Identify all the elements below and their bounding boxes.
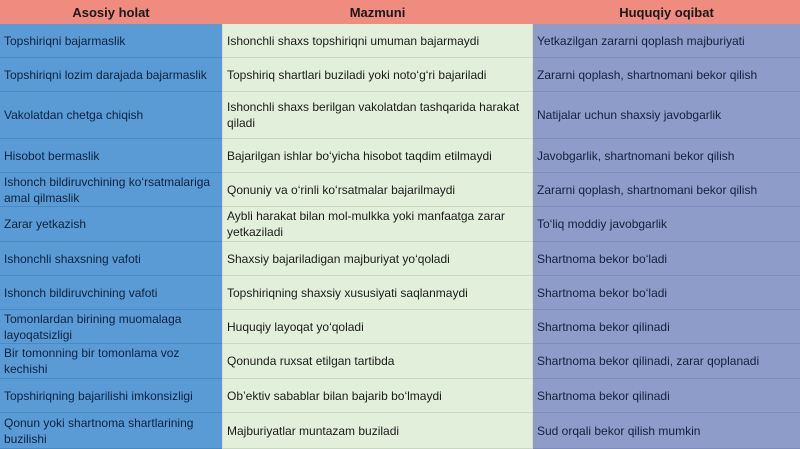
content-cell-text: Topshiriqning shaxsiy xususiyati saqlanmaydi [227,285,468,300]
situation-cell-text: Vakolatdan chetga chiqish [4,108,144,122]
consequence-cell-text: Sud orqali bekor qilish mumkin [537,423,701,438]
content-cell [222,173,533,207]
situation-cell [0,92,222,139]
header-content: Mazmuni [222,0,533,24]
content-cell-text: Qonuniy va o‘rinli ko‘rsatmalar bajarilmaydi [227,182,456,197]
situation-cell [0,173,222,207]
consequence-cell-text: Shartnoma bekor qilinadi [537,319,670,334]
content-cell [222,242,533,276]
content-cell-text: Topshiriq shartlari buziladi yoki noto‘g‘ri bajariladi [227,67,487,82]
consequence-cell [533,310,800,344]
content-cell-text: Huquqiy layoqat yo‘qoladi [227,319,364,334]
consequence-cell [533,344,800,379]
header-basic-situation: Asosiy holat [0,0,222,24]
consequence-cell [533,207,800,242]
content-cell [222,139,533,173]
content-cell [222,276,533,310]
content-cell-text: Ishonchli shaxs berilgan vakolatdan tashqarida harakat qiladi [227,100,520,130]
content-cell-text: Qonunda ruxsat etilgan tartibda [227,354,395,368]
consequence-cell-text: To‘liq moddiy javobgarlik [537,217,668,231]
situation-cell-text: Topshiriqni bajarmaslik [4,33,126,48]
content-cell-text: Majburiyatlar muntazam buziladi [227,423,400,438]
consequence-cell-text: Natijalar uchun shaxsiy javobgarlik [537,108,722,122]
situation-cell [0,58,222,92]
consequence-cell-text: Shartnoma bekor bo‘ladi [537,251,668,266]
content-cell [222,310,533,344]
content-cell [222,344,533,379]
situation-cell-text: Topshiriqni lozim darajada bajarmaslik [4,67,207,82]
header-legal-consequence: Huquqiy oqibat [533,0,800,24]
situation-cell [0,344,222,379]
consequence-cell [533,92,800,139]
situation-cell [0,139,222,173]
situation-cell-text: Bir tomonning bir tomonlama voz kechishi [4,346,180,376]
content-cell-text: Aybli harakat bilan mol-mulkka yoki manfaatga zarar yetkaziladi [227,209,505,239]
consequence-cell [533,379,800,413]
content-cell-text: Ishonchli shaxs topshiriqni umuman bajarmaydi [227,33,480,48]
consequence-cell [533,139,800,173]
situation-cell-text: Ishonch bildiruvchining ko‘rsatmalariga amal qilmaslik [4,174,211,205]
content-cell-text: Ob’ektiv sabablar bilan bajarib bo‘lmaydi [227,388,442,403]
content-cell-text: Bajarilgan ishlar bo‘yicha hisobot taqdim etilmaydi [227,148,492,163]
situation-cell [0,310,222,344]
situation-cell [0,24,222,58]
consequence-cell-text: Yetkazilgan zararni qoplash majburiyati [537,33,745,48]
situation-cell-text: Hisobot bermaslik [4,148,100,163]
consequence-cell-text: Javobgarlik, shartnomani bekor qilish [537,148,735,163]
consequence-cell [533,173,800,207]
consequence-cell-text: Zararni qoplash, shartnomani bekor qilish [537,67,758,82]
consequence-cell [533,413,800,449]
consequence-cell-text: Shartnoma bekor qilinadi, zarar qoplanadi [537,354,760,368]
situation-cell [0,242,222,276]
consequence-cell-text: Shartnoma bekor bo‘ladi [537,285,668,300]
content-cell [222,58,533,92]
consequence-cell-text: Zararni qoplash, shartnomani bekor qilish [537,182,758,197]
situation-cell [0,413,222,449]
situation-cell-text: Topshiriqning bajarilishi imkonsizligi [4,388,193,403]
content-cell [222,92,533,139]
situation-cell [0,207,222,242]
situation-cell-text: Ishonch bildiruvchining vafoti [4,285,158,300]
content-cell [222,379,533,413]
consequence-cell-text: Shartnoma bekor qilinadi [537,388,670,403]
content-cell [222,24,533,58]
situation-cell [0,276,222,310]
consequence-cell [533,58,800,92]
consequence-cell [533,276,800,310]
situation-cell-text: Zarar yetkazish [4,217,87,231]
consequence-cell [533,24,800,58]
content-cell [222,413,533,449]
situation-cell-text: Ishonchli shaxsning vafoti [4,251,141,266]
consequence-cell [533,242,800,276]
situation-cell-text: Qonun yoki shartnoma shartlarining buzilishi [4,415,194,446]
situation-cell [0,379,222,413]
situation-cell-text: Tomonlardan birining muomalaga layoqatsizligi [4,311,182,342]
content-cell [222,207,533,242]
content-cell-text: Shaxsiy bajariladigan majburiyat yo‘qoladi [227,251,450,266]
